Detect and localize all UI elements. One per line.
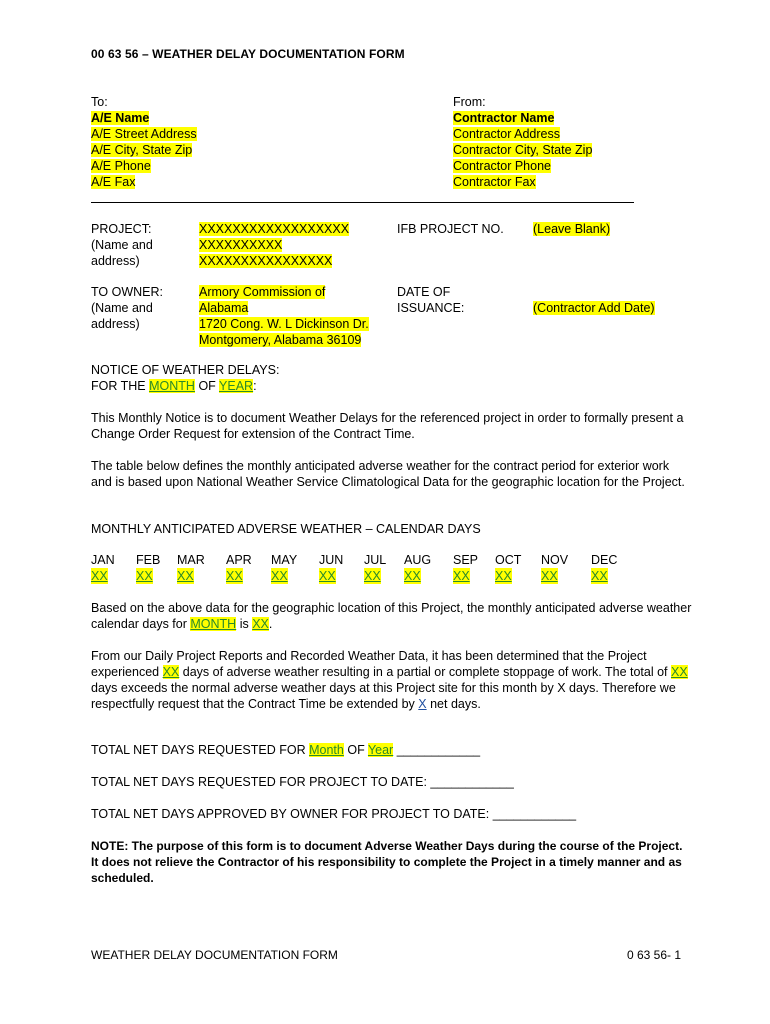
month-name: NOV — [541, 553, 569, 567]
month-name: JUL — [364, 553, 387, 567]
para3-value: XX — [252, 617, 269, 631]
date-label-line2: ISSUANCE: — [397, 301, 465, 315]
para4-text-b: days of adverse weather resulting in a partial or complete stoppage of work. The total of — [182, 665, 668, 679]
para3-is: is — [239, 617, 249, 631]
para4-xx1: XX — [162, 665, 180, 679]
month-value: XX — [404, 569, 421, 583]
para3-month: MONTH — [190, 617, 237, 631]
to-address-block — [91, 94, 197, 190]
month-value: XX — [319, 569, 336, 583]
month-column-aug — [404, 552, 431, 584]
month-column-oct — [495, 552, 521, 584]
contractor-phone: Contractor Phone — [453, 159, 551, 173]
month-value: XX — [453, 569, 470, 583]
notice-month: MONTH — [149, 379, 195, 393]
month-name: DEC — [591, 553, 618, 567]
month-column-nov — [541, 552, 568, 584]
month-value: XX — [271, 569, 288, 583]
owner-label-block — [91, 284, 163, 332]
divider-line — [91, 202, 634, 203]
paragraph-1: This Monthly Notice is to document Weather Delays for the referenced project in order to formally present a Change Order Request for extension of the Contract Time. — [91, 411, 684, 441]
date-value: (Contractor Add Date) — [533, 301, 655, 315]
owner-label: TO OWNER: — [91, 285, 163, 299]
project-line2: XXXXXXXXXX — [199, 238, 283, 252]
owner-label-line2: (Name and — [91, 301, 153, 315]
month-name: MAY — [271, 553, 298, 567]
month-value: XX — [91, 569, 108, 583]
total1-month: Month — [309, 743, 344, 757]
total-approved-to-date: TOTAL NET DAYS APPROVED BY OWNER FOR PROJECT TO DATE: ____________ — [91, 807, 577, 821]
project-line3: XXXXXXXXXXXXXXXX — [199, 254, 333, 268]
note-paragraph: NOTE: The purpose of this form is to document Adverse Weather Days during the course of the Project. It does not relieve the Contractor of his responsibility to complete the Project in a timely manner and as scheduled. — [91, 839, 683, 885]
month-name: APR — [226, 553, 252, 567]
total1-label: TOTAL NET DAYS REQUESTED FOR — [91, 743, 306, 757]
owner-line3: 1720 Cong. W. L Dickinson Dr. — [199, 317, 369, 331]
ifb-label: IFB PROJECT NO. — [397, 222, 504, 236]
owner-line4: Montgomery, Alabama 36109 — [199, 333, 362, 347]
from-label: From: — [453, 95, 486, 109]
month-column-jul — [364, 552, 386, 584]
monthly-heading: MONTHLY ANTICIPATED ADVERSE WEATHER – CALENDAR DAYS — [91, 522, 481, 536]
ae-city: A/E City, State Zip — [91, 143, 193, 157]
para4-xx2: XX — [671, 665, 688, 679]
ifb-value: (Leave Blank) — [533, 222, 611, 236]
total-requested-month — [91, 742, 693, 758]
notice-block — [91, 362, 693, 394]
month-value: XX — [541, 569, 558, 583]
ae-street: A/E Street Address — [91, 127, 197, 141]
month-name: MAR — [177, 553, 205, 567]
paragraph-2: The table below defines the monthly anticipated adverse weather for the contract period for exterior work and is based upon National Weather Service Climatological Data for the geographic location for the Project. — [91, 459, 685, 489]
notice-for-line — [91, 378, 693, 394]
contractor-fax: Contractor Fax — [453, 175, 536, 189]
project-label-line3: address) — [91, 254, 140, 268]
document-page — [91, 0, 691, 1024]
month-name: JUN — [319, 553, 344, 567]
month-column-feb — [136, 552, 160, 584]
form-title: 00 63 56 – WEATHER DELAY DOCUMENTATION FORM — [91, 47, 405, 61]
footer-title: WEATHER DELAY DOCUMENTATION FORM — [91, 948, 338, 962]
contractor-city: Contractor City, State Zip — [453, 143, 593, 157]
ae-name: A/E Name — [91, 111, 150, 125]
project-label-block — [91, 221, 153, 269]
month-name: AUG — [404, 553, 432, 567]
contractor-address: Contractor Address — [453, 127, 560, 141]
month-name: JAN — [91, 553, 115, 567]
month-name: SEP — [453, 553, 479, 567]
para3-text: Based on the above data for the geographic location of this Project, the monthly anticipated adverse weather calendar days for — [91, 601, 692, 631]
notice-for-the: FOR THE — [91, 379, 146, 393]
month-value: XX — [364, 569, 381, 583]
project-value-block — [199, 221, 349, 269]
owner-label-line3: address) — [91, 317, 140, 331]
month-column-dec — [591, 552, 617, 584]
project-label-line2: (Name and — [91, 238, 153, 252]
month-value: XX — [226, 569, 243, 583]
owner-line2: Alabama — [199, 301, 249, 315]
month-column-sep — [453, 552, 478, 584]
month-name: FEB — [136, 553, 161, 567]
project-line1: XXXXXXXXXXXXXXXXXX — [199, 222, 350, 236]
para4-text-c: days exceeds the normal adverse weather days at this Project site for this month by X days. Therefore we respectfully request that the Contract Time be extended by — [91, 681, 676, 711]
paragraph-4 — [91, 648, 693, 712]
ae-phone: A/E Phone — [91, 159, 151, 173]
total1-of: OF — [347, 743, 365, 757]
month-value: XX — [591, 569, 608, 583]
total1-blank: ____________ — [396, 743, 481, 757]
total-requested-to-date: TOTAL NET DAYS REQUESTED FOR PROJECT TO DATE: ____________ — [91, 775, 514, 789]
footer-page-number: 0 63 56- 1 — [626, 948, 681, 962]
month-value: XX — [495, 569, 512, 583]
paragraph-3 — [91, 600, 693, 632]
contractor-name: Contractor Name — [453, 111, 555, 125]
para4-x: X — [418, 697, 427, 711]
month-value: XX — [177, 569, 194, 583]
month-column-jun — [319, 552, 343, 584]
owner-line1: Armory Commission of — [199, 285, 326, 299]
notice-heading: NOTICE OF WEATHER DELAYS: — [91, 363, 280, 377]
from-address-block — [453, 94, 592, 190]
owner-value-block — [199, 284, 369, 348]
ae-fax: A/E Fax — [91, 175, 136, 189]
notice-year: YEAR — [219, 379, 254, 393]
month-column-jan — [91, 552, 115, 584]
project-label: PROJECT: — [91, 222, 152, 236]
month-name: OCT — [495, 553, 522, 567]
month-column-mar — [177, 552, 205, 584]
date-label-block — [397, 284, 464, 316]
para3-end: . — [268, 617, 273, 631]
para4-text-a: From our Daily Project Reports and Recorded Weather Data, it has been determined that the Project experienced — [91, 649, 647, 679]
total1-year: Year — [367, 743, 394, 757]
month-column-apr — [226, 552, 252, 584]
date-label-line1: DATE OF — [397, 285, 451, 299]
para4-text-d: net days. — [430, 697, 481, 711]
month-value: XX — [136, 569, 153, 583]
month-column-may — [271, 552, 297, 584]
notice-of: OF — [198, 379, 216, 393]
to-label: To: — [91, 95, 108, 109]
notice-colon: : — [253, 379, 257, 393]
